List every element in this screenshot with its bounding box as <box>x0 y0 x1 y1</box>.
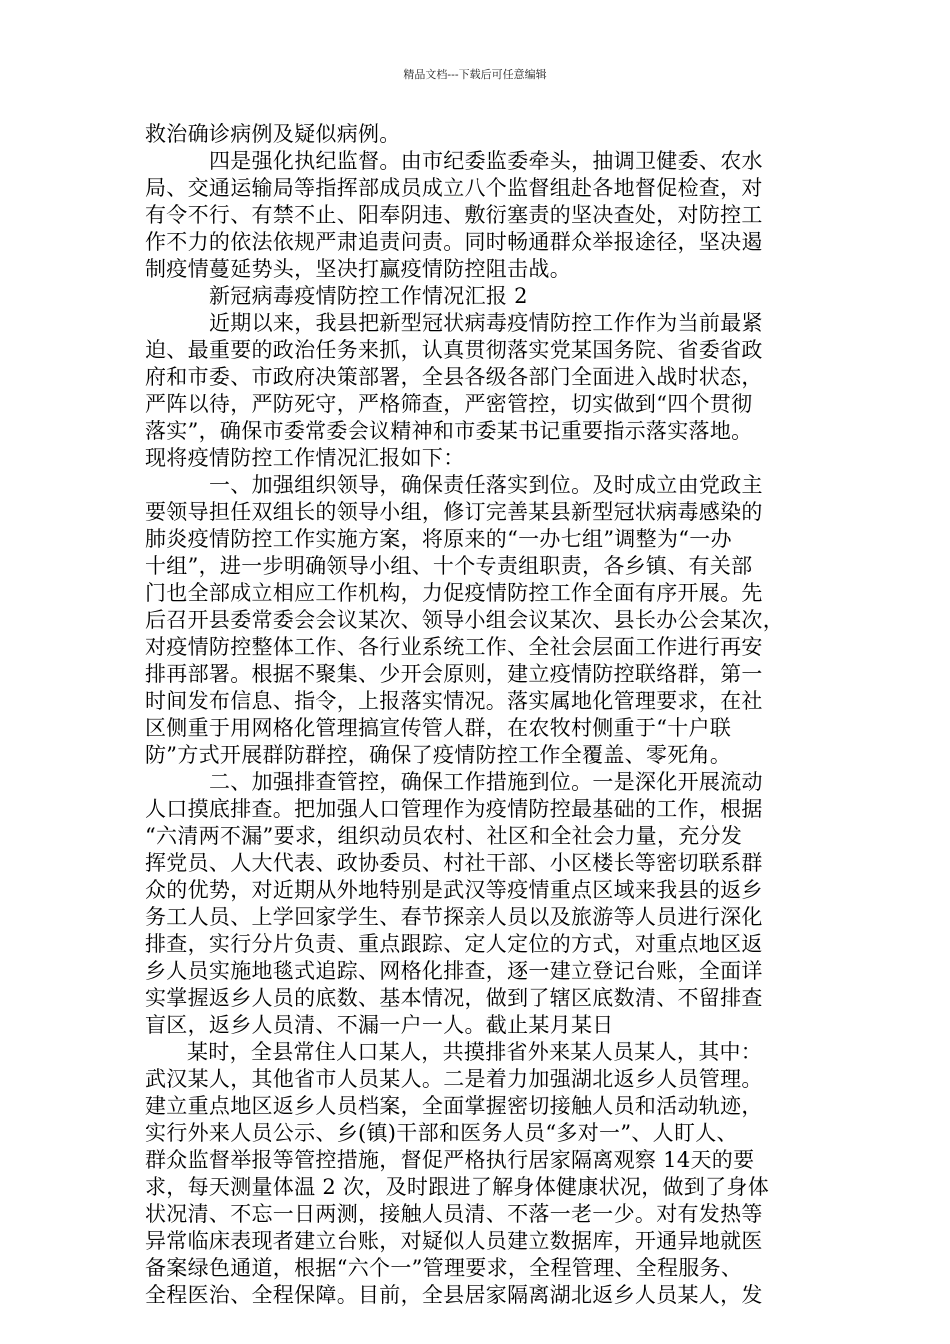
text-line: 严阵以待，严防死守，严格筛查，严密管控，切实做到“四个贯彻 <box>145 392 753 416</box>
text-line: 十组”，进一步明确领导小组、十个专责组职责，各乡镇、有关部 <box>145 554 753 578</box>
text-line: 群众监督举报等管控措施，督促严格执行居家隔离观察 14天的要 <box>145 1148 755 1172</box>
text-line: 区侧重于用网格化管理搞宣传管人群，在农牧村侧重于“十户联 <box>145 716 732 740</box>
text-line: 备案绿色通道，根据“六个一”管理要求，全程管理、全程服务、 <box>145 1256 743 1280</box>
text-line: 建立重点地区返乡人员档案，全面掌握密切接触人员和活动轨迹， <box>145 1094 763 1118</box>
text-line: 门也全部成立相应工作机构，力促疫情防控工作全面有序开展。先 <box>145 581 763 605</box>
text-line: 务工人员、上学回家学生、春节探亲人员以及旅游等人员进行深化 <box>145 905 763 929</box>
text-line: 局、交通运输局等指挥部成员成立八个监督组赴各地督促检查，对 <box>145 176 763 200</box>
text-line: 武汉某人，其他省市人员某人。二是着力加强湖北返乡人员管理。 <box>145 1067 763 1091</box>
text-line: 盲区，返乡人员清、不漏一户一人。截止某月某日 <box>145 1013 614 1037</box>
text-line: 人口摸底排查。把加强人口管理作为疫情防控最基础的工作，根据 <box>145 797 763 821</box>
text-line: 防”方式开展群防群控，确保了疫情防控工作全覆盖、零死角。 <box>145 743 732 767</box>
text-line: 有令不行、有禁不止、阳奉阴违、敷衍塞责的坚决查处，对防控工 <box>145 203 763 227</box>
document-body <box>145 121 815 1309</box>
text-line: 后召开县委常委会会议某次、领导小组会议某次、县长办公会某次， <box>145 608 784 632</box>
text-line: 对疫情防控整体工作、各行业系统工作、全社会层面工作进行再安 <box>145 635 763 659</box>
text-line: 全程医治、全程保障。目前，全县居家隔离湖北返乡人员某人，发 <box>145 1283 763 1307</box>
text-line: 挥党员、人大代表、政协委员、村社干部、小区楼长等密切联系群 <box>145 851 763 875</box>
text-line: 异常临床表现者建立台账，对疑似人员建立数据库，开通异地就医 <box>145 1229 763 1253</box>
text-line: 排再部署。根据不聚集、少开会原则，建立疫情防控联络群，第一 <box>145 662 763 686</box>
text-line: 肺炎疫情防控工作实施方案，将原来的“一办七组”调整为“一办 <box>145 527 732 551</box>
text-line: 迫、最重要的政治任务来抓，认真贯彻落实党某国务院、省委省政 <box>145 338 763 362</box>
text-line: 求，每天测量体温 2 次，及时跟进了解身体健康状况，做到了身体 <box>145 1175 770 1199</box>
text-line: 某时，全县常住人口某人，共摸排省外来某人员某人，其中： <box>187 1040 763 1064</box>
text-line: “六清两不漏”要求，组织动员农村、社区和全社会力量，充分发 <box>145 824 743 848</box>
text-line: 时间发布信息、指令，上报落实情况。落实属地化管理要求，在社 <box>145 689 763 713</box>
text-line: 乡人员实施地毯式追踪、网格化排查，逐一建立登记台账，全面详 <box>145 959 763 983</box>
text-line: 新冠病毒疫情防控工作情况汇报 2 <box>209 284 528 308</box>
text-line: 制疫情蔓延势头，坚决打赢疫情防控阻击战。 <box>145 257 571 281</box>
text-line: 作不力的依法依规严肃追责问责。同时畅通群众举报途径，坚决遏 <box>145 230 763 254</box>
text-line: 四是强化执纪监督。由市纪委监委牵头，抽调卫健委、农水 <box>209 149 763 173</box>
text-line: 府和市委、市政府决策部署，全县各级各部门全面进入战时状态， <box>145 365 763 389</box>
text-line: 实行外来人员公示、乡(镇)干部和医务人员“多对一”、人盯人、 <box>145 1121 738 1145</box>
text-line: 现将疫情防控工作情况汇报如下： <box>145 446 465 470</box>
text-line: 实掌握返乡人员的底数、基本情况，做到了辖区底数清、不留排查 <box>145 986 763 1010</box>
text-line: 落实”，确保市委常委会议精神和市委某书记重要指示落实落地。 <box>145 419 753 443</box>
text-line: 一、加强组织领导，确保责任落实到位。及时成立由党政主 <box>209 473 763 497</box>
text-line: 状况清、不忘一日两测，接触人员清、不落一老一少。对有发热等 <box>145 1202 763 1226</box>
text-line: 要领导担任双组长的领导小组，修订完善某县新型冠状病毒感染的 <box>145 500 763 524</box>
text-line: 二、加强排查管控，确保工作措施到位。一是深化开展流动 <box>209 770 763 794</box>
text-line: 排查，实行分片负责、重点跟踪、定人定位的方式，对重点地区返 <box>145 932 763 956</box>
page-header: 精品文档---下载后可任意编辑 <box>403 68 547 81</box>
text-line: 众的优势，对近期从外地特别是武汉等疫情重点区域来我县的返乡 <box>145 878 763 902</box>
text-line: 近期以来，我县把新型冠状病毒疫情防控工作作为当前最紧 <box>209 311 763 335</box>
text-line: 救治确诊病例及疑似病例。 <box>145 122 401 146</box>
